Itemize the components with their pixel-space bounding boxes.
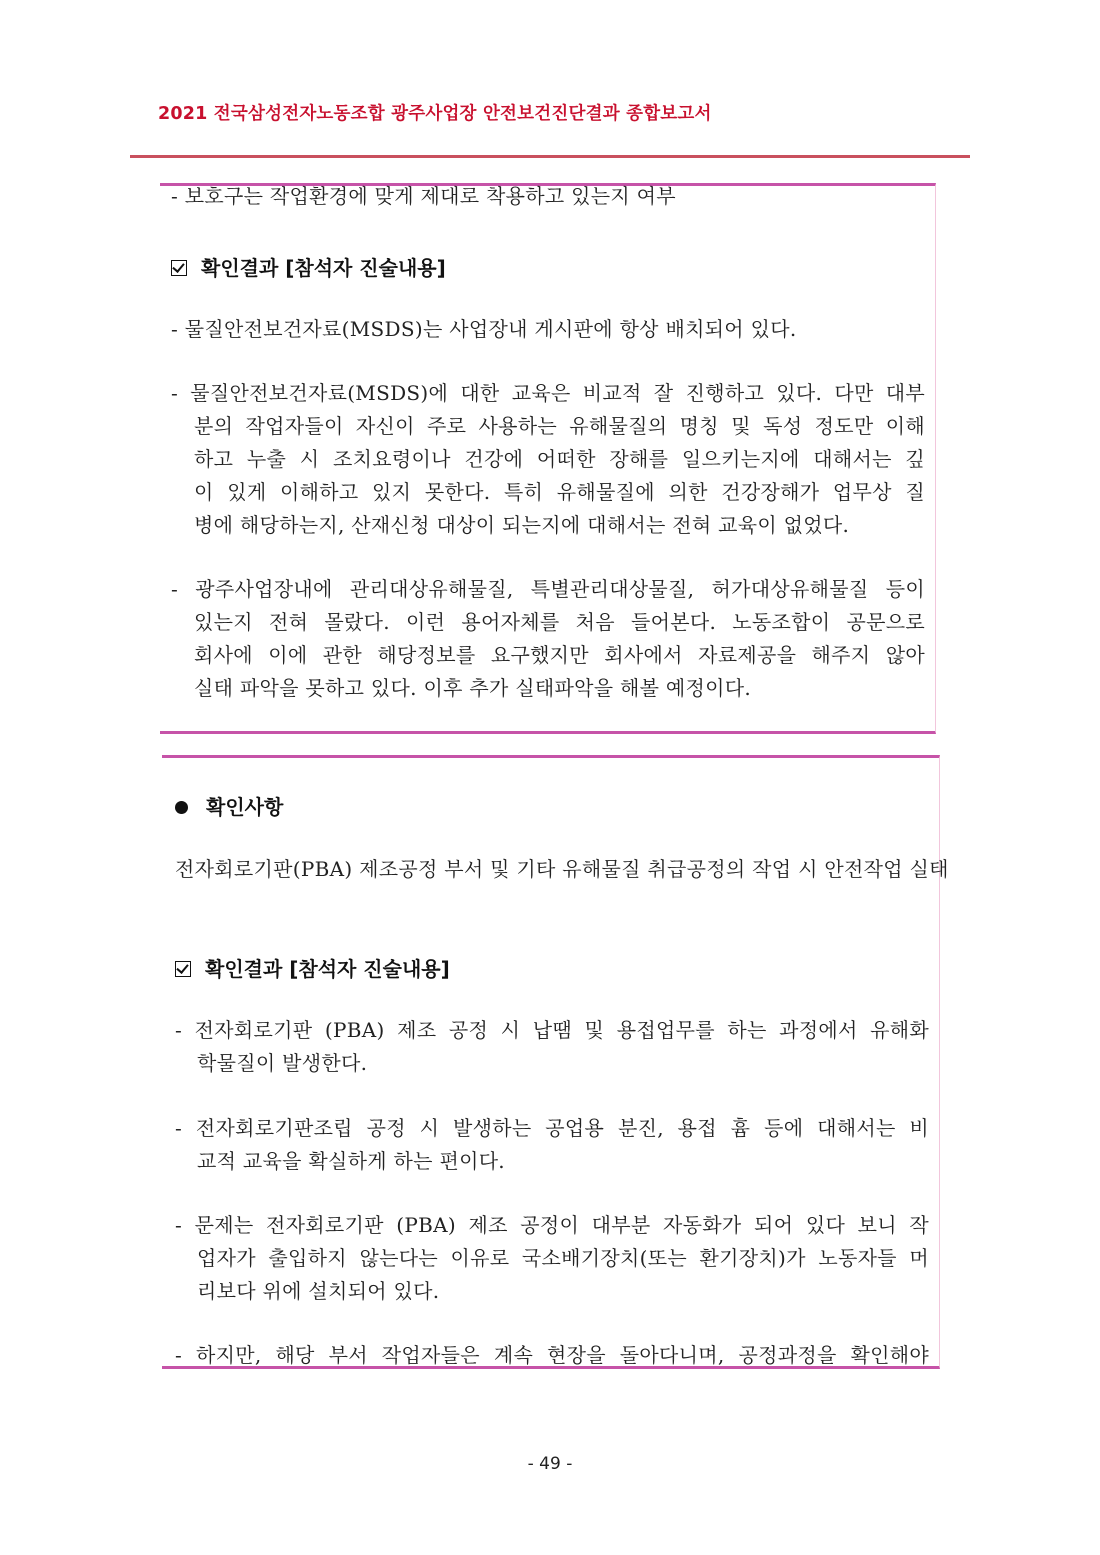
- header-divider: [130, 155, 970, 158]
- result-heading-1-label: 확인결과 [참석자 진술내용]: [201, 256, 446, 280]
- list-item: - 전자회로기판 (PBA) 제조 공정 시 납땜 및 용접업무를 하는 과정에서 유해화: [175, 1018, 929, 1042]
- check-heading: [175, 791, 283, 820]
- result-heading-2-label: 확인결과 [참석자 진술내용]: [205, 957, 450, 981]
- list-item-cont: 리보다 위에 설치되어 있다.: [197, 1279, 440, 1303]
- list-item: - 물질안전보건자료(MSDS)에 대한 교육은 비교적 잘 진행하고 있다. 다만 대부: [171, 381, 925, 405]
- check-text: 전자회로기판(PBA) 제조공정 부서 및 기타 유해물질 취급공정의 작업 시 안전작업 실태: [175, 857, 949, 881]
- checkbox-icon: [175, 961, 191, 977]
- check-heading-label: 확인사항: [206, 795, 284, 819]
- list-item: - 전자회로기판조립 공정 시 발생하는 공업용 분진, 용접 흄 등에 대해서는 비: [175, 1116, 929, 1140]
- result-heading-1: [171, 252, 446, 281]
- list-item-cont: 학물질이 발생한다.: [197, 1051, 368, 1075]
- result-heading-2: [175, 953, 450, 982]
- list-item-cont: 하고 누출 시 조치요령이나 건강에 어떠한 장해를 일으키는지에 대해서는 깊: [194, 447, 925, 471]
- list-item-cont: 교적 교육을 확실하게 하는 편이다.: [197, 1149, 505, 1173]
- bullet-icon: [175, 801, 188, 814]
- list-item-cont: 회사에 이에 관한 해당정보를 요구했지만 회사에서 자료제공을 해주지 않아: [194, 643, 925, 667]
- intro-line: - 보호구는 작업환경에 맞게 제대로 착용하고 있는지 여부: [171, 184, 676, 208]
- list-item-cont: 있는지 전혀 몰랐다. 이런 용어자체를 처음 들어본다. 노동조합이 공문으로: [194, 610, 925, 634]
- list-item: - 광주사업장내에 관리대상유해물질, 특별관리대상물질, 허가대상유해물질 등이: [171, 577, 925, 601]
- list-item-cont: 실태 파악을 못하고 있다. 이후 추가 실태파악을 해볼 예정이다.: [194, 676, 752, 700]
- report-title: 2021 전국삼성전자노동조합 광주사업장 안전보건진단결과 종합보고서: [158, 104, 712, 124]
- list-item: - 문제는 전자회로기판 (PBA) 제조 공정이 대부분 자동화가 되어 있다 보니 작: [175, 1213, 929, 1237]
- list-item: - 물질안전보건자료(MSDS)는 사업장내 게시판에 항상 배치되어 있다.: [171, 317, 797, 341]
- list-item-cont: 업자가 출입하지 않는다는 이유로 국소배기장치(또는 환기장치)가 노동자들 머: [197, 1246, 929, 1270]
- list-item-cont: 이 있게 이해하고 있지 못한다. 특히 유해물질에 의한 건강장해가 업무상 질: [194, 480, 925, 504]
- list-item-cont: 분의 작업자들이 자신이 주로 사용하는 유해물질의 명칭 및 독성 정도만 이해: [194, 414, 925, 438]
- checkbox-icon: [171, 260, 187, 276]
- page-number: - 49 -: [527, 1454, 573, 1474]
- list-item-cont: 병에 해당하는지, 산재신청 대상이 되는지에 대해서는 전혀 교육이 없었다.: [194, 513, 850, 537]
- list-item: - 하지만, 해당 부서 작업자들은 계속 현장을 돌아다니며, 공정과정을 확인해야: [175, 1343, 929, 1367]
